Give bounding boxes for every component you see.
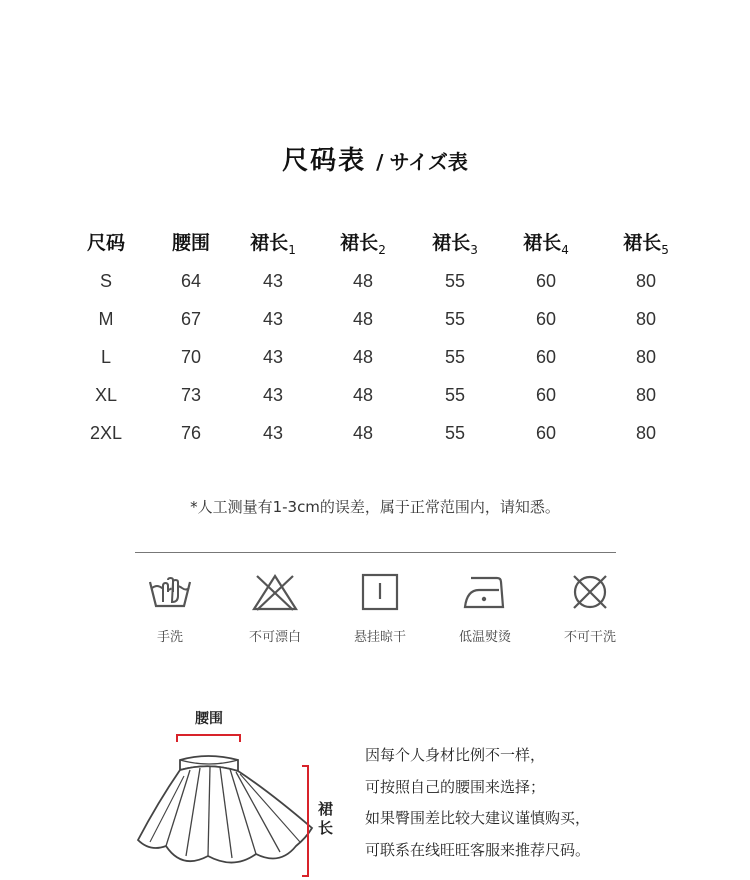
- advice-line: 因每个人身材比例不一样，: [365, 746, 546, 764]
- cell-length-1: 43: [262, 422, 284, 443]
- cell-length-4: 60: [535, 308, 557, 329]
- cell-length-3: 55: [444, 308, 466, 329]
- header-waist: 腰围: [171, 231, 210, 254]
- cell-length-2: 48: [352, 422, 374, 443]
- care-item-no-bleach: [225, 572, 325, 645]
- care-item-low-iron: [435, 572, 535, 645]
- table-row: [60, 414, 700, 452]
- cell-waist: 73: [180, 384, 202, 405]
- cell-length-4: 60: [535, 422, 557, 443]
- length-label: 裙长: [318, 800, 334, 837]
- cell-length-3: 55: [444, 270, 466, 291]
- cell-length-4: 60: [535, 346, 557, 367]
- advice-line: 可联系在线旺旺客服来推荐尺码。: [365, 840, 591, 859]
- cell-size: S: [99, 270, 112, 291]
- cell-length-2: 48: [352, 270, 374, 291]
- cell-length-1: 43: [262, 384, 284, 405]
- care-instructions: [120, 572, 640, 645]
- care-label-no-bleach: 不可漂白: [248, 630, 301, 645]
- size-table: [60, 222, 700, 452]
- care-item-no-dry-clean: [540, 572, 640, 645]
- care-item-hang-dry: [330, 572, 430, 645]
- care-label-low-iron: 低温熨烫: [458, 630, 511, 645]
- cell-size: M: [98, 308, 114, 329]
- header-length-4: 裙长$_4$: [523, 231, 569, 257]
- cell-length-2: 48: [352, 346, 374, 367]
- table-row: [60, 262, 700, 300]
- cell-length-1: 43: [262, 346, 284, 367]
- header-length-3: 裙长$_3$: [432, 231, 478, 257]
- cell-length-3: 55: [444, 384, 466, 405]
- cell-length-5: 80: [635, 346, 657, 367]
- table-row: [60, 338, 700, 376]
- cell-length-5: 80: [635, 384, 657, 405]
- no-dry-clean-icon: [566, 572, 614, 612]
- waist-label: 腰围: [195, 711, 223, 727]
- table-row: [60, 376, 700, 414]
- cell-length-5: 80: [635, 308, 657, 329]
- cell-length-2: 48: [352, 308, 374, 329]
- size-table-header: [60, 222, 700, 262]
- advice-line: 可按照自己的腰围来选择；: [365, 777, 546, 796]
- care-label-hang-dry: 悬挂晾干: [353, 630, 406, 645]
- cell-length-3: 55: [444, 422, 466, 443]
- cell-length-3: 55: [444, 346, 466, 367]
- title-sub: サイズ表: [389, 150, 468, 174]
- cell-size: XL: [94, 384, 118, 405]
- low-iron-icon: [461, 572, 509, 612]
- waist-bracket: [177, 735, 240, 742]
- title-separator: /: [376, 150, 384, 174]
- header-length-1: 裙长$_1$: [250, 231, 296, 257]
- cell-length-1: 43: [262, 308, 284, 329]
- size-advice: [365, 745, 645, 871]
- cell-length-2: 48: [352, 384, 374, 405]
- cell-length-5: 80: [635, 270, 657, 291]
- measurement-note: *人工测量有1-3cm的误差，属于正常范围内，请知悉。: [190, 498, 560, 516]
- cell-waist: 76: [180, 422, 202, 443]
- cell-length-4: 60: [535, 270, 557, 291]
- cell-waist: 70: [180, 346, 202, 367]
- hang-dry-icon: [356, 572, 404, 612]
- care-item-hand-wash: [120, 572, 220, 645]
- cell-length-4: 60: [535, 384, 557, 405]
- title-main: 尺码表: [282, 146, 367, 176]
- hand-wash-icon: [146, 572, 194, 612]
- page-title: [0, 140, 750, 177]
- cell-waist: 67: [180, 308, 202, 329]
- header-length-5: 裙长$_5$: [623, 231, 669, 257]
- care-label-no-dry-clean: 不可干洗: [563, 630, 616, 645]
- skirt-illustration: [130, 730, 330, 880]
- cell-length-5: 80: [635, 422, 657, 443]
- table-row: [60, 300, 700, 338]
- cell-size: 2XL: [89, 422, 123, 443]
- header-length-2: 裙长$_2$: [340, 231, 386, 257]
- cell-length-1: 43: [262, 270, 284, 291]
- advice-line: 如果臀围差比较大建议谨慎购买，: [365, 809, 591, 827]
- care-label-hand-wash: 手洗: [156, 630, 183, 645]
- cell-waist: 64: [180, 270, 202, 291]
- cell-size: L: [100, 346, 111, 367]
- divider: [135, 552, 616, 553]
- header-size: 尺码: [86, 231, 125, 254]
- no-bleach-icon: [251, 572, 299, 612]
